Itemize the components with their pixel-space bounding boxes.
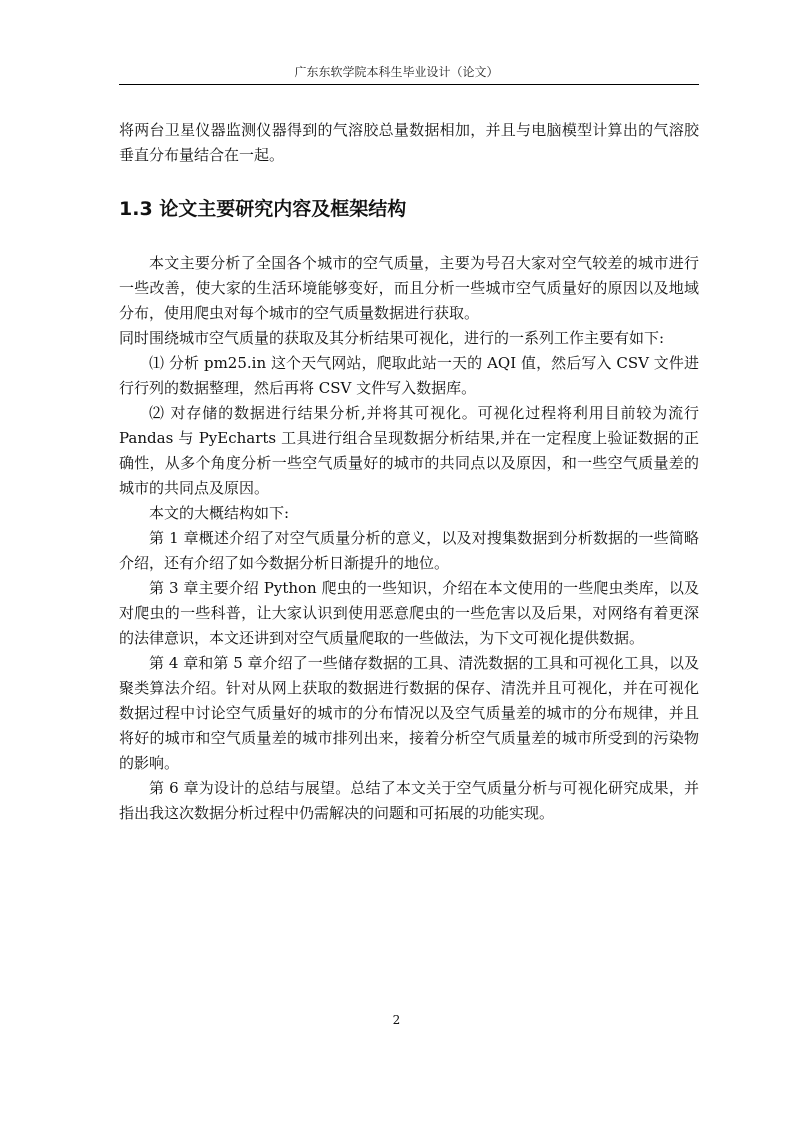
paragraph-item-2: ⑵ 对存储的数据进行结果分析,并将其可视化。可视化过程将利用目前较为流行 Pandas 与 PyEcharts 工具进行组合呈现数据分析结果,并在一定程度上验证数据的正确性，从多个角度分析一些空气质量好的城市的共同点以及原因，和一些空气质量差的城市的共同点及原因。: [119, 404, 699, 497]
paragraph-work-intro: 同时围绕城市空气质量的获取及其分析结果可视化，进行的一系列工作主要有如下:: [119, 329, 665, 347]
paragraph-overview: 本文主要分析了全国各个城市的空气质量，主要为号召大家对空气较差的城市进行一些改善，使大家的生活环境能够变好，而且分析一些城市空气质量好的原因以及地域分布，使用爬虫对每个城市的空气质量数据进行获取。: [119, 254, 699, 322]
running-header: 广东东软学院本科生毕业设计（论文）: [294, 65, 499, 79]
intro-paragraph: 将两台卫星仪器监测仪器得到的气溶胶总量数据相加，并且与电脑模型计算出的气溶胶垂直分布量结合在一起。: [119, 121, 699, 164]
header-rule: [119, 84, 699, 85]
paragraph-chapter-4-5: 第 4 章和第 5 章介绍了一些储存数据的工具、清洗数据的工具和可视化工具，以及聚类算法介绍。针对从网上获取的数据进行数据的保存、清洗并且可视化，并在可视化数据过程中讨论空气质量好的城市的分布情况以及空气质量差的城市的分布规律，并且将好的城市和空气质量差的城市排列出来，接着分析空气质量差的城市所受到的污染物的影响。: [119, 654, 699, 772]
paragraph-item-1: ⑴ 分析 pm25.in 这个天气网站，爬取此站一天的 AQI 值，然后写入 CSV 文件进行行列的数据整理，然后再将 CSV 文件写入数据库。: [119, 354, 699, 397]
section-heading: 1.3 论文主要研究内容及框架结构: [119, 198, 407, 220]
section-body: [119, 251, 699, 826]
paragraph-chapter-1: 第 1 章概述介绍了对空气质量分析的意义，以及对搜集数据到分析数据的一些简略介绍，还有介绍了如今数据分析日渐提升的地位。: [119, 529, 699, 572]
paragraph-chapter-6: 第 6 章为设计的总结与展望。总结了本文关于空气质量分析与可视化研究成果，并指出我这次数据分析过程中仍需解决的问题和可拓展的功能实现。: [119, 779, 699, 822]
page-number: 2: [392, 1013, 401, 1027]
paragraph-chapter-3: 第 3 章主要介绍 Python 爬虫的一些知识，介绍在本文使用的一些爬虫类库，以及对爬虫的一些科普，让大家认识到使用恶意爬虫的一些危害以及后果，对网络有着更深的法律意识，本文还讲到对空气质量爬取的一些做法，为下文可视化提供数据。: [119, 579, 699, 647]
paragraph-structure-intro: 本文的大概结构如下:: [149, 504, 290, 522]
